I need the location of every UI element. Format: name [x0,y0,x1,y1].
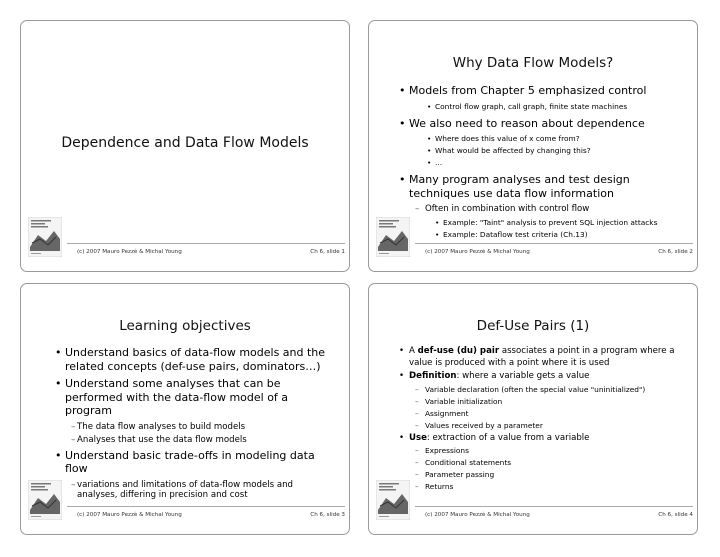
footer-copyright: (c) 2007 Mauro Pezzè & Michal Young [77,512,182,518]
dash-item: – variations and limitations of data-flow models and analyses, differing in precision and cost [55,480,335,501]
dash-item: – Variable initialization [399,397,685,407]
footer-divider [67,243,345,244]
sub-bullet: • Control flow graph, call graph, finite state machines [399,102,685,112]
bullet: • Understand basic trade-offs in modeling data flow [55,449,335,476]
bullet-term: Definition [409,371,457,381]
dash-item: – Parameter passing [399,470,685,480]
bullet: • Understand basics of data-flow models and the related concepts (def-use pairs, dominators…) [55,346,335,373]
bullet-text: associates a point in a program where a value is produced with a point where it is used [409,346,675,368]
footer-copyright: (c) 2007 Mauro Pezzè & Michal Young [425,512,530,518]
book-cover-logo-icon [376,217,410,257]
sub-bullet: • Example: Dataflow test criteria (Ch.13) [399,230,685,240]
book-cover-logo-icon [28,217,62,257]
dash-item: – Assignment [399,409,685,419]
footer-divider [67,506,345,507]
bullet [399,371,685,383]
bullet-term: def-use (du) pair [417,346,500,356]
dash-item: – Expressions [399,446,685,456]
book-cover-logo-icon [28,480,62,520]
sub-bullet: • Example: "Taint" analysis to prevent SQL injection attacks [399,218,685,228]
footer-copyright: (c) 2007 Mauro Pezzè & Michal Young [425,249,530,255]
footer-divider [415,243,693,244]
slide-body [55,346,335,504]
slide-title: Why Data Flow Models? [452,55,614,71]
bullet [399,433,685,445]
slide-body [399,84,685,242]
footer-divider [415,506,693,507]
dash-item: – The data flow analyses to build models [55,422,335,433]
bullet-text: : where a variable gets a value [456,371,590,381]
bullet: • We also need to reason about dependence [399,117,685,131]
bullet: • Many program analyses and test design techniques use data flow information [399,173,685,200]
dash-item: – Conditional statements [399,458,685,468]
slide-title: Dependence and Data Flow Models [61,135,309,151]
dash-item: – Values received by a parameter [399,421,685,431]
book-cover-logo-icon [376,480,410,520]
bullet-term: Use [409,432,427,443]
bullet-text: : extraction of a value from a variable [426,432,590,443]
dash-item: – Analyses that use the data flow models [55,435,335,446]
bullet: • Understand some analyses that can be performed with the data-flow model of a program [55,377,335,418]
dash-item: – Variable declaration (often the special value "uninitialized") [399,385,685,395]
slide-title: Def-Use Pairs (1) [476,318,590,334]
slide-body [399,346,685,494]
footer-copyright: (c) 2007 Mauro Pezzè & Michal Young [77,249,182,255]
footer-slide-label: Ch 6, slide 1 [310,249,345,255]
bullet [399,346,685,369]
bullet: • Models from Chapter 5 emphasized control [399,84,685,98]
footer-slide-label: Ch 6, slide 2 [658,249,693,255]
sub-bullet: • Where does this value of x come from? [399,134,685,144]
slide-title: Learning objectives [119,318,251,334]
bullet-prefix: A [409,346,415,356]
slide-1 [20,20,350,272]
dash-item: – Returns [399,482,685,492]
dash-item: – Often in combination with control flow [399,204,685,215]
sub-bullet: • What would be affected by changing this? [399,146,685,156]
slide-4 [368,283,698,535]
sub-bullet: • ... [399,158,685,168]
footer-slide-label: Ch 6, slide 4 [658,512,693,518]
footer-slide-label: Ch 6, slide 3 [310,512,345,518]
slide-2 [368,20,698,272]
slide-3 [20,283,350,535]
